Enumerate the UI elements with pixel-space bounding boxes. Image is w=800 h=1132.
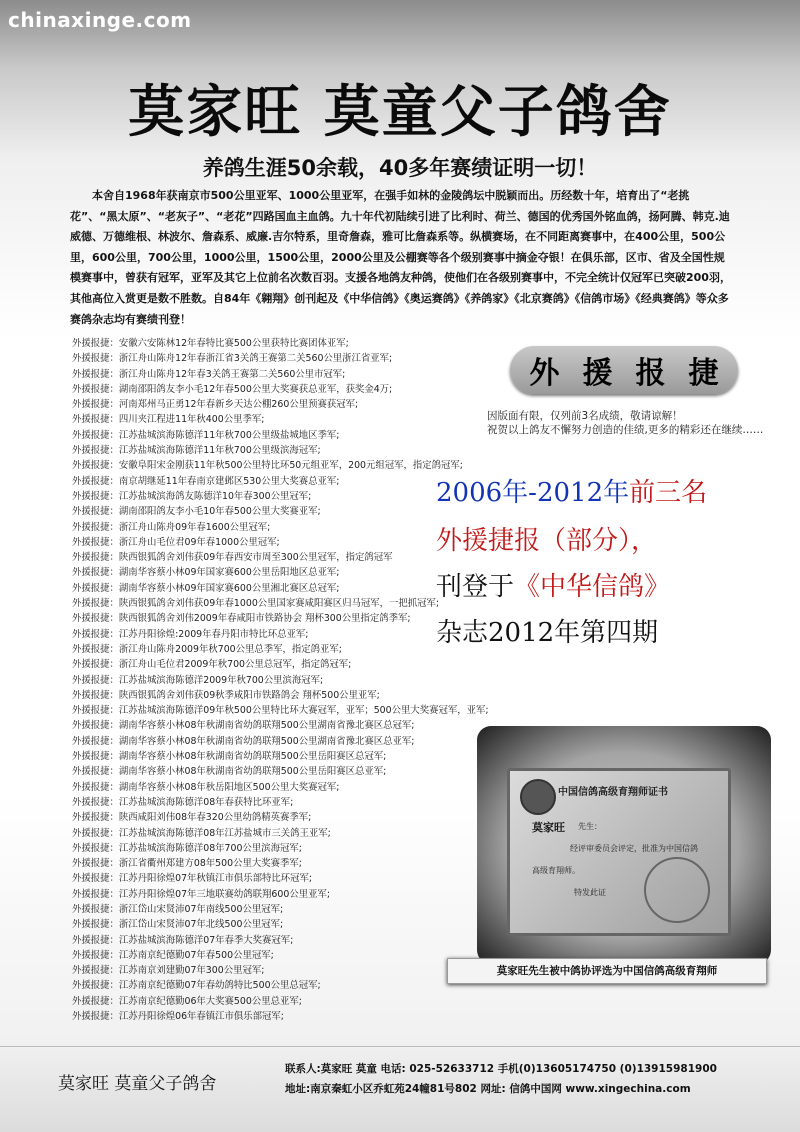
- certificate-title: 中国信鸽高级育翔师证书: [558, 787, 668, 798]
- win-item: 外援报捷：浙江舟山陈舟12年春浙江省3关鸽王赛第二关560公里浙江省亚军;: [72, 353, 393, 365]
- win-item: 外援报捷：湖南华容蔡小林08年秋湖南省幼鸽联翔500公里岳阳赛区总冠军;: [72, 751, 387, 763]
- win-item: 外援报捷：江苏盐城滨海陈德洋11年秋700公里级盐城地区季军;: [72, 429, 340, 441]
- footer-loft-name: 莫家旺 莫童父子鸽舍: [58, 1074, 217, 1094]
- win-item: 外援报捷：湖南华容蔡小林08年秋湖南省幼鸽联翔500公里湖南省豫北赛区总冠军;: [72, 720, 415, 732]
- win-item: 外援报捷：江苏南京刘建勤07年300公里冠军;: [72, 965, 265, 977]
- certificate-plaque: [507, 768, 731, 936]
- win-item: 外援报捷：四川夹江程进11年秋400公里季军;: [72, 414, 265, 426]
- note-congrats: 祝贺以上鸽友不懈努力创造的佳绩,更多的精彩还在继续……: [487, 424, 764, 436]
- win-item: 外援报捷：浙江舟山陈舟09年春1600公里冠军;: [72, 521, 271, 533]
- win-item: 外援报捷：南京胡继延11年春南京建邺区530公里大奖赛总亚军;: [72, 475, 340, 487]
- win-item: 外援报捷：江苏丹阳徐煌07年秋镇江市俱乐部特比环冠军;: [72, 873, 313, 885]
- highlight-line-3: [436, 566, 796, 603]
- badge-char: 报: [635, 356, 666, 391]
- win-item: 外援报捷：陕西咸阳刘伟08年春320公里幼鸽精英赛季军;: [72, 812, 312, 824]
- win-item: 外援报捷：江苏盐城滨海陈德洋2009年秋700公里滨海冠军;: [72, 674, 324, 686]
- certificate-photo: [477, 726, 771, 964]
- win-item: 外援报捷：湖南华容蔡小林09年国家赛600公里岳阳地区总亚军;: [72, 567, 340, 579]
- win-item: 外援报捷：浙江舟山陈舟12年春3关鸽王赛第二关560公里市冠军;: [72, 368, 346, 380]
- badge-char: 捷: [688, 356, 719, 391]
- win-item: 外援报捷：江苏南京纪德勤07年春幼鸽特比500公里总冠军;: [72, 980, 321, 992]
- news-badge: [510, 346, 738, 394]
- footer-address: 地址:南京秦虹小区乔虹苑24幢81号802 网址: 信鸽中国网 www.xingechina.com: [285, 1083, 691, 1095]
- highlight-magazine: 《中华信鸽》: [514, 572, 671, 602]
- footer-contact: 联系人:莫家旺 莫童 电话: 025-52633712 手机(0)13605174750 (0)13915981900: [285, 1063, 717, 1075]
- win-item: 外援报捷：陕西银狐鸽舍刘伟2009年春咸阳市铁路协会 翔杯300公里指定鸽季军;: [72, 613, 411, 625]
- win-item: 外援报捷：江苏盐城滨海鸽友陈德洋10年春300公里冠军;: [72, 490, 312, 502]
- win-item: 外援报捷：江苏南京纪德勤07年春500公里冠军;: [72, 949, 274, 961]
- win-item: 外援报捷：江苏南京纪德勤06年大奖赛500公里总亚军;: [72, 995, 302, 1007]
- win-item: 外援报捷：浙江岱山宋贤沛07年南线500公里冠军;: [72, 903, 284, 915]
- win-item: 外援报捷：湖南华容蔡小林08年秋湖南省幼鸽联翔500公里湖南省豫北赛区总亚军;: [72, 735, 415, 747]
- win-item: 外援报捷：陕西银狐鸽舍刘伟获09年春1000公里国家赛咸阳赛区归马冠军，一把抓冠军;: [72, 598, 440, 610]
- note-limited-space: 因版面有限，仅列前3名成绩，敬请谅解！: [487, 410, 683, 422]
- win-item: 外援报捷：江苏盐城滨海陈德洋07年春季大奖赛冠军;: [72, 934, 294, 946]
- win-item: 外援报捷：江苏盐城滨海陈德洋11年秋700公里级滨海冠军;: [72, 445, 321, 457]
- win-item: 外援报捷：浙江舟山毛位君2009年秋700公里总冠军，指定鸽冠军;: [72, 659, 352, 671]
- certificate-name: 莫家旺: [532, 821, 565, 834]
- watermark: chinaxinge.com: [8, 8, 192, 32]
- win-item: 外援报捷：浙江省衢州郑建方08年500公里大奖赛季军;: [72, 858, 302, 870]
- badge-char: 外: [529, 356, 560, 391]
- win-item: 外援报捷：江苏盐城滨海陈德洋08年春获特比环亚军;: [72, 796, 294, 808]
- footer: [0, 1046, 800, 1105]
- win-item: 外援报捷：湖南华容蔡小林08年秋湖南省幼鸽联翔500公里岳阳赛区总亚军;: [72, 766, 387, 778]
- win-item: 外援报捷：江苏丹阳徐煌07年三地联赛幼鸽联翔600公里亚军;: [72, 888, 330, 900]
- wins-list: [72, 336, 532, 1024]
- win-item: 外援报捷：江苏丹阳徐煌06年春镇江市俱乐部冠军;: [72, 1011, 284, 1023]
- win-item: 外援报捷：湖南华容蔡小林09年国家赛600公里湘北赛区总冠军;: [72, 582, 340, 594]
- win-item: 外援报捷：河南郑州马正勇12年春新乡天达公棚260公里预赛获冠军;: [72, 399, 359, 411]
- certificate-line-2: 高级育翔师。: [532, 866, 580, 875]
- win-item: 外援报捷：陕西银狐鸽舍刘伟获09秋季咸阳市铁路鸽会 翔杯500公里亚军;: [72, 689, 380, 701]
- win-item: 外援报捷：安徽阜阳宋金刚获11年秋500公里特比环50元组亚军，200元组冠军，指定鸽冠军;: [72, 460, 463, 472]
- win-item: 外援报捷：湖南华容蔡小林08年秋岳阳地区500公里大奖赛冠军;: [72, 781, 340, 793]
- intro-paragraph: 本舍自1968年获南京市500公里亚军、1000公里亚军，在强手如林的金陵鸽坛中脱颖而出。历经数十年，培育出了“老挑花”、“黑太原”、“老灰子”、“老花”四路国血主血鸽。九十年代初陆续引进了比利时、荷兰、德国的优秀国外铭血鸽，扬阿腾、韩克.迪威德、万德维根、林波尔、詹森系、威廉.吉尔特系，里奇詹森，雅可比詹森系等。纵横赛场，在不同距离赛事中，在400公里，500公里，600公里，700公里，1000公里，1500公里，2000公里及公棚赛等各个级别赛事中摘金夺银！在俱乐部，区市、省及全国性规模赛事中，曾获有冠军，亚军及其它上位前名次数百羽。支援各地鸽友种鸽，使他们在各级别赛事中，不完全统计仅冠军已突破200羽，其他高位入赏更是数不胜数。自84年《翱翔》创刊起及《中华信鸽》《奥运赛鸽》《养鸽家》《北京赛鸽》《信鸽市场》《经典赛鸽》等众多赛鸽杂志均有赛绩刊登！: [70, 189, 731, 326]
- highlight-top3: 前三名: [629, 478, 708, 508]
- win-item: 外援报捷：湖南邵阳鸽友李小毛10年春500公里大奖赛亚军;: [72, 506, 321, 518]
- win-item: 外援报捷：江苏丹阳徐煌:2009年春丹阳市特比环总亚军;: [72, 628, 309, 640]
- win-item: 外援报捷：浙江舟山毛位君09年春1000公里冠军;: [72, 536, 280, 548]
- badge-char: 援: [582, 356, 613, 391]
- highlight-line-2: 外援捷报（部分），: [436, 526, 658, 556]
- win-item: 外援报捷：浙江舟山陈舟2009年秋700公里总季军，指定鸽亚军;: [72, 643, 342, 655]
- win-item: 外援报捷：江苏盐城滨海陈德洋08年700公里滨海冠军;: [72, 842, 302, 854]
- win-item: 外援报捷：安徽六安陈林12年春特比赛500公里获特比赛团体亚军;: [72, 338, 349, 349]
- highlight-line-4: 杂志2012年第四期: [436, 618, 659, 648]
- certificate-line-3: 特发此证: [574, 888, 606, 897]
- highlight-published-in: 刊登于: [436, 572, 515, 602]
- highlight-line-1: [436, 472, 796, 509]
- page-subtitle: 养鸽生涯50余载，40多年赛绩证明一切！: [202, 156, 598, 180]
- win-item: 外援报捷：浙江岱山宋贤沛07年北线500公里冠军;: [72, 919, 284, 931]
- certificate-body: 经评审委员会评定，批准为中国信鸽: [570, 844, 698, 853]
- win-item: 外援报捷：陕西银狐鸽舍刘伟获09年春西安市周至300公里冠军，指定鸽冠军: [72, 552, 393, 564]
- win-item: 外援报捷：江苏盐城滨海陈德洋08年江苏盐城市三关鸽王亚军;: [72, 827, 331, 839]
- certificate-name-suffix: 先生：: [578, 822, 602, 831]
- seal-stamp-icon: [644, 857, 710, 923]
- certificate-caption: 莫家旺先生被中鸽协评选为中国信鸽高级育翔师: [447, 958, 767, 984]
- win-item: 外援报捷：湖南邵阳鸽友李小毛12年春500公里大奖赛获总亚军，获奖金4万;: [72, 383, 393, 395]
- page-title: 莫家旺 莫童父子鸽舍: [128, 80, 672, 145]
- highlight-years: 2006年-2012年: [436, 478, 630, 508]
- association-logo-icon: [520, 779, 556, 815]
- win-item: 外援报捷：江苏盐城滨海陈德洋09年秋500公里特比环大赛冠军，亚军；500公里大奖赛冠军，亚军;: [72, 705, 489, 717]
